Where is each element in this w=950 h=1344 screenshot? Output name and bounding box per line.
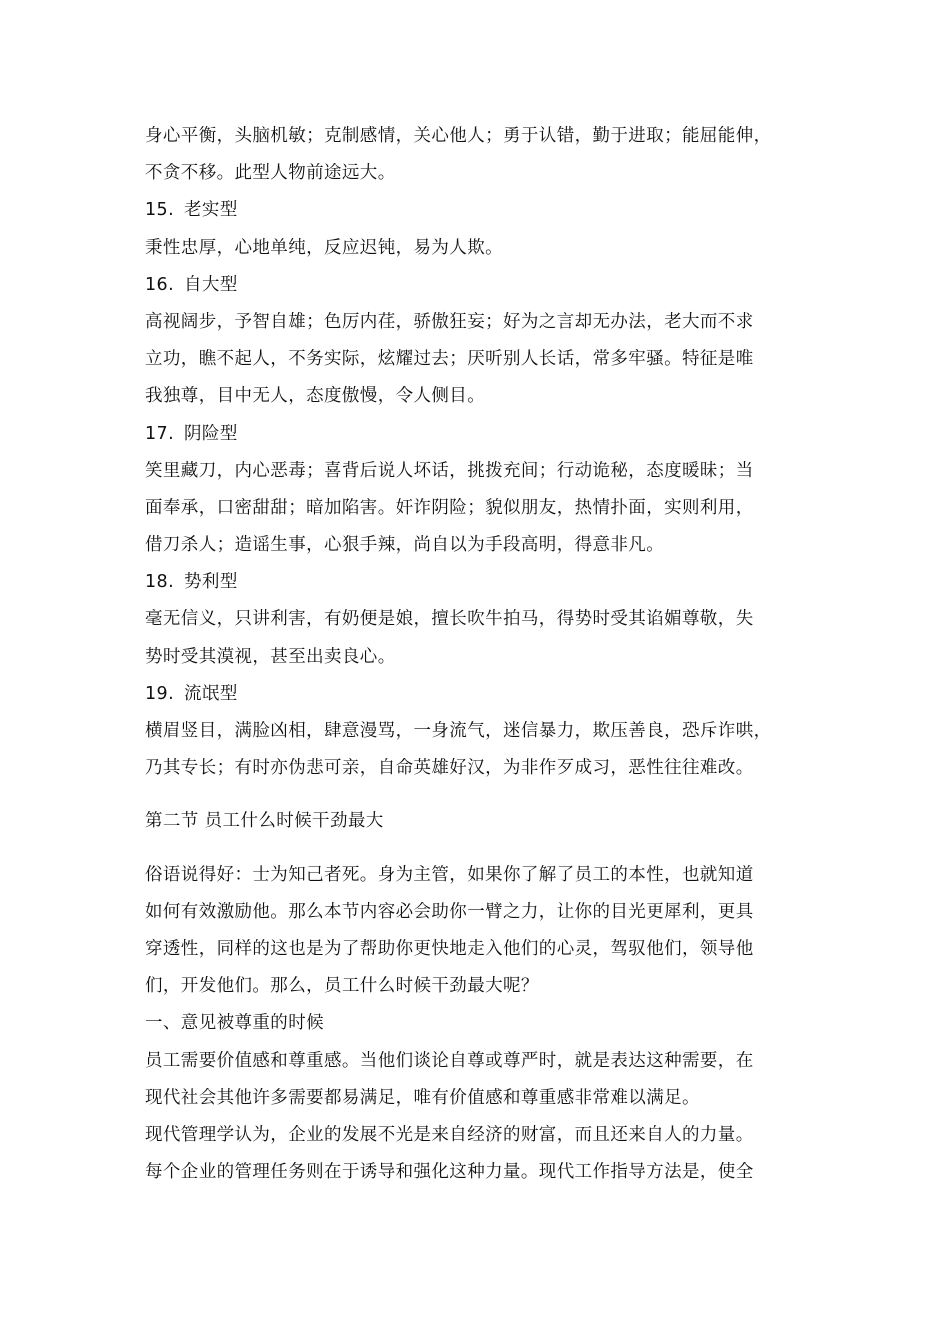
section-heading (145, 192, 815, 229)
chapter-section-title (145, 803, 815, 840)
text-line: 员工需要价值感和尊重感。当他们谈论自尊或尊严时，就是表达这种需要，在 (145, 1050, 754, 1071)
heading-title: 阴险型 (184, 423, 238, 444)
text-line: 如何有效激励他。那么本节内容必会助你一臂之力，让你的目光更犀利，更具 (145, 901, 754, 922)
paragraph (145, 230, 815, 267)
heading-number: 15. (145, 200, 175, 221)
text-line: 借刀杀人；造谣生事，心狠手辣，尚自以为手段高明，得意非凡。 (145, 535, 665, 556)
text-line: 穿透性，同样的这也是为了帮助你更快地走入他们的心灵，驾驭他们，领导他 (145, 938, 754, 959)
text-line: 笑里藏刀，内心恶毒；喜背后说人坏话，挑拨充间；行动诡秘，态度暖昧；当 (145, 460, 754, 481)
heading-number: 17. (145, 423, 175, 444)
text-line: 秉性忠厚，心地单纯，反应迟钝，易为人欺。 (145, 237, 503, 258)
text-line: 一、意见被尊重的时候 (145, 1013, 324, 1034)
paragraph (145, 601, 815, 675)
text-line: 现代管理学认为，企业的发展不光是来自经济的财富，而且还来自人的力量。 (145, 1124, 754, 1145)
paragraph (145, 304, 815, 416)
text-line: 毫无信义，只讲利害，有奶便是娘，擅长吹牛拍马，得势时受其谄媚尊敬，失 (145, 609, 754, 630)
text-line: 面奉承，口密甜甜；暗加陷害。奸诈阴险；貌似朋友，热情扑面，实则利用， (145, 497, 754, 518)
text-line: 每个企业的管理任务则在于诱导和强化这种力量。现代工作指导方法是，使全 (145, 1162, 754, 1183)
heading-title: 势利型 (184, 572, 238, 593)
text-line: 乃其专长；有时亦伪悲可亲，自命英雄好汉，为非作歹成习，恶性往往难改。 (145, 758, 754, 779)
text-line: 不贪不移。此型人物前途远大。 (145, 163, 396, 184)
text-line: 第二节 员工什么时候干劲最大 (145, 811, 384, 832)
text-line: 横眉竖目，满脸凶相，肆意漫骂，一身流气，迷信暴力，欺压善良，恐斥诈哄， (145, 721, 772, 741)
text-line: 立功，瞧不起人，不务实际，炫耀过去；厌听别人长话，常多牢骚。特征是唯 (145, 349, 754, 370)
section-heading (145, 564, 815, 601)
paragraph (145, 118, 815, 192)
text-line: 们，开发他们。那么，员工什么时候干劲最大呢？ (145, 976, 539, 997)
paragraph (145, 453, 815, 565)
text-line: 俗语说得好：士为知己者死。身为主管，如果你了解了员工的本性，也就知道 (145, 864, 754, 885)
heading-number: 19. (145, 683, 175, 704)
paragraph (145, 1117, 815, 1191)
document-page (145, 118, 815, 1191)
text-line: 身心平衡，头脑机敏；克制感情，关心他人；勇于认错，勤于进取；能屈能伸， (145, 126, 772, 146)
paragraph (145, 857, 815, 1006)
heading-number: 16. (145, 274, 175, 295)
heading-title: 老实型 (184, 200, 238, 221)
section-heading (145, 676, 815, 713)
heading-number: 18. (145, 572, 175, 593)
heading-title: 自大型 (184, 274, 238, 295)
paragraph (145, 1005, 815, 1042)
paragraph (145, 1043, 815, 1117)
text-line: 我独尊，目中无人，态度傲慢，令人侧目。 (145, 386, 486, 407)
text-line: 高视阔步，予智自雄；色厉内荏，骄傲狂妄；好为之言却无办法，老大而不求 (145, 311, 754, 332)
section-heading (145, 416, 815, 453)
text-line: 势时受其漠视，甚至出卖良心。 (145, 646, 396, 667)
section-heading (145, 267, 815, 304)
paragraph (145, 713, 815, 787)
text-line: 现代社会其他许多需要都易满足，唯有价值感和尊重感非常难以满足。 (145, 1087, 700, 1108)
heading-title: 流氓型 (184, 683, 238, 704)
